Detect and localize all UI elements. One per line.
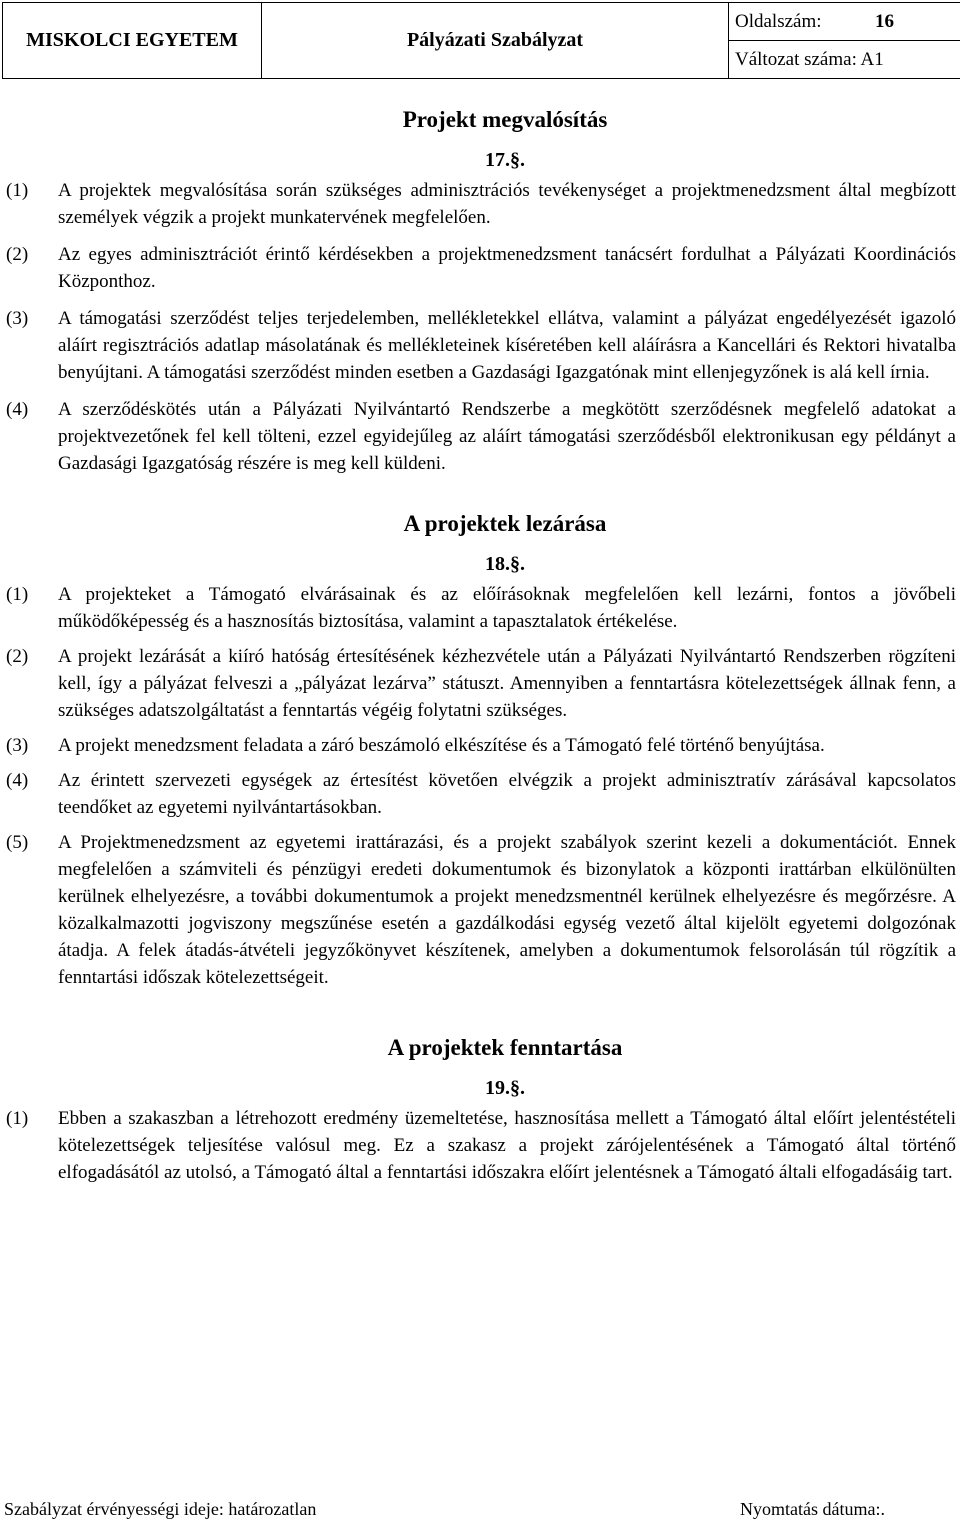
section-number: 17.§. [485, 149, 525, 171]
paragraph-number: (1) [6, 1108, 29, 1129]
paragraph [0, 767, 960, 821]
paragraph-number: (4) [6, 399, 29, 420]
paragraph-text: Ebben a szakaszban a létrehozott eredmény üzemeltetése, hasznosítása mellett a Támogató által előírt jelentéstételi kötelezettségek teljesítése valósul meg. Ez a szakasz a projekt zárójelentésének a Támogató által történő elfogadásától az utolsó, a Támogató által a fenntartási időszakra előírt jelentésnek a Támogató általi elfogadásáig tart. [58, 1108, 956, 1183]
page-number-label: Oldalszám: [735, 10, 822, 32]
validity-note: Szabályzat érvényességi ideje: határozatlan [4, 1499, 317, 1519]
paragraph-text: Az érintett szervezeti egységek az értesítést követően elvégzik a projekt adminisztratív zárásával kapcsolatos teendőket az egyetemi nyilvántartásokban. [58, 770, 956, 818]
section-18 [0, 507, 960, 991]
paragraph [0, 829, 960, 991]
paragraph [0, 581, 960, 635]
paragraph-number: (2) [6, 646, 29, 667]
section-title: A projektek fenntartása [387, 1035, 623, 1060]
paragraph-number: (1) [6, 180, 29, 201]
page-number-cell [729, 3, 960, 41]
paragraph [0, 1105, 960, 1186]
paragraph-number: (5) [6, 832, 29, 853]
paragraph-number: (3) [6, 735, 29, 756]
paragraph-text: Az egyes adminisztrációt érintő kérdésekben a projektmenedzsment tanácsért fordulhat a Pályázati Koordinációs Központhoz. [58, 244, 956, 292]
page-header [2, 2, 960, 79]
paragraph [0, 396, 960, 477]
print-date: Nyomtatás dátuma:. [740, 1499, 885, 1519]
paragraph-text: A Projektmenedzsment az egyetemi irattárazási, és a projekt szabályok szerint kezeli a dokumentációt. Ennek megfelelően a számviteli és pénzügyi eredeti dokumentumok és bizonylatok a központi irattárban elkülönülten kerülnek elhelyezésre, a további dokumentumok a projekt menedzsmentnél kerülnek elhelyezésre és megőrzésre. A közalkalmazotti jogviszony megszűnése esetén a gazdálkodási egység vezető által kijelölt egyetemi dolgozónak átadja. A felek átadás-átvételi jegyzőkönyvet készítenek, amelyben a dokumentumok felsorolásán túl rögzítik a fenntartási időszak kötelezettségeit. [58, 832, 956, 988]
paragraph-number: (2) [6, 244, 29, 265]
document-title: Pályázati Szabályzat [262, 3, 729, 79]
university-name: MISKOLCI EGYETEM [3, 3, 262, 79]
section-number: 19.§. [485, 1077, 525, 1099]
paragraph-number: (4) [6, 770, 29, 791]
paragraph-number: (1) [6, 584, 29, 605]
paragraph-number: (3) [6, 308, 29, 329]
paragraph-text: A projekt menedzsment feladata a záró beszámoló elkészítése és a Támogató felé történő benyújtása. [58, 735, 825, 756]
paragraph [0, 305, 960, 386]
paragraph-text: A projekt lezárását a kiíró hatóság értesítésének kézhezvétele után a Pályázati Nyilvántartó Rendszerben rögzíteni kell, így a pályázat felveszi a „pályázat lezárva” státuszt. Amennyiben a fenntartásra kötelezettségek állnak fenn, a szükséges adatszolgáltatást a fenntartás végéig folytatni szükséges. [58, 646, 956, 721]
paragraph-text: A szerződéskötés után a Pályázati Nyilvántartó Rendszerbe a megkötött szerződésnek megfelelő adatokat a projektvezetőnek fel kell tölteni, ezzel egyidejűleg az aláírt támogatási szerződésből elektronikusan egy példányt a Gazdasági Igazgatóság részére is meg kell küldeni. [58, 399, 956, 474]
page-number: 16 [875, 10, 894, 32]
paragraph-text: A projekteket a Támogató elvárásainak és az előírásoknak megfelelően kell lezárni, fontos a jövőbeli működőképesség és a hasznosítás biztosítása, valamint a tapasztalatok értékelése. [58, 584, 956, 632]
section-title: A projektek lezárása [403, 511, 607, 536]
section-title: Projekt megvalósítás [402, 107, 608, 132]
paragraph-text: A támogatási szerződést teljes terjedelemben, mellékletekkel ellátva, valamint a pályázat engedélyezését igazoló aláírt regisztrációs adatlap másolatának és mellékleteinek kíséretében kell aláírásra a Kancellári és Rektori hivatalba benyújtani. A támogatási szerződést minden esetben a Gazdasági Igazgatónak mint ellenjegyzőnek is alá kell írnia. [58, 308, 956, 383]
paragraph-text: A projektek megvalósítása során szükséges adminisztrációs tevékenységet a projektmenedzsment által megbízott személyek végzik a projekt munkatervének megfelelően. [58, 180, 956, 228]
section-19 [0, 1031, 960, 1186]
section-17 [0, 103, 960, 477]
section-number: 18.§. [485, 553, 525, 575]
paragraph [0, 241, 960, 295]
paragraph [0, 643, 960, 724]
document-body [0, 100, 960, 1191]
version-cell: Változat száma: A1 [729, 41, 960, 79]
paragraph [0, 177, 960, 231]
paragraph [0, 732, 960, 759]
